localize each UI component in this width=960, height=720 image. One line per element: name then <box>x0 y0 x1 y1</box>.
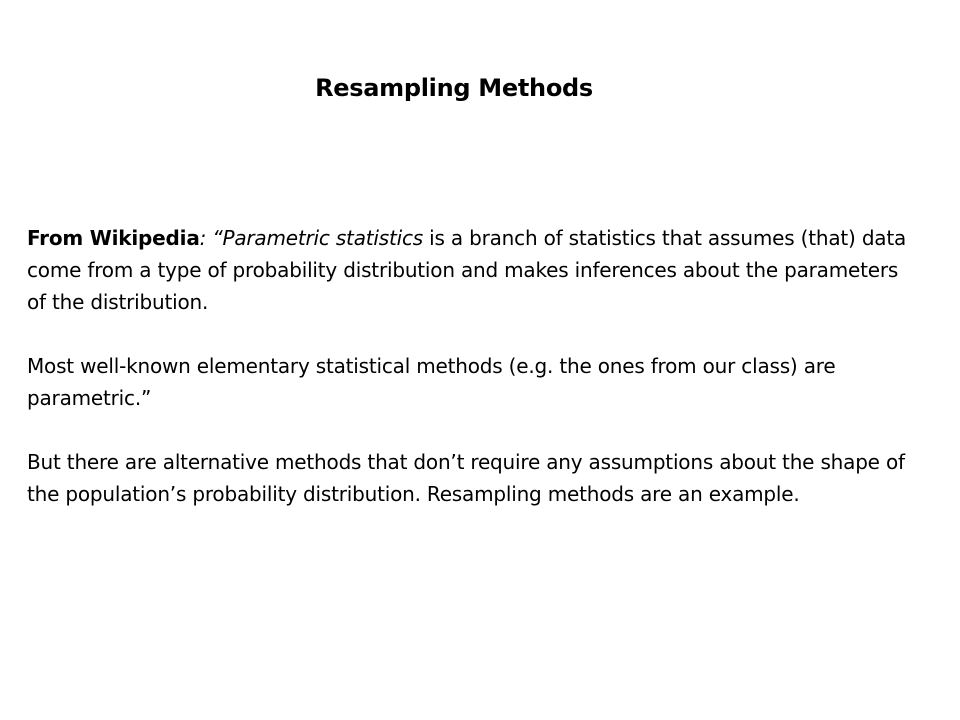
source-label: From Wikipedia <box>27 226 200 250</box>
slide-body <box>27 222 923 510</box>
source-separator: : “ <box>199 226 223 250</box>
slide-title: Resampling Methods <box>315 74 593 102</box>
paragraph-wikipedia-quote <box>27 222 923 318</box>
paragraph-alternative-methods: But there are alternative methods that don’t require any assumptions about the shape of the population’s probability distribution. Resampling methods are an example. <box>27 450 905 506</box>
paragraph-elementary-methods: Most well-known elementary statistical methods (e.g. the ones from our class) are parametric.” <box>27 354 836 410</box>
term-parametric-statistics: Parametric statistics <box>222 226 423 250</box>
definition-text: is a branch of statistics that assumes (that) data come from a type of probability distribution and makes inferences about the parameters of the distribution. <box>27 226 907 314</box>
